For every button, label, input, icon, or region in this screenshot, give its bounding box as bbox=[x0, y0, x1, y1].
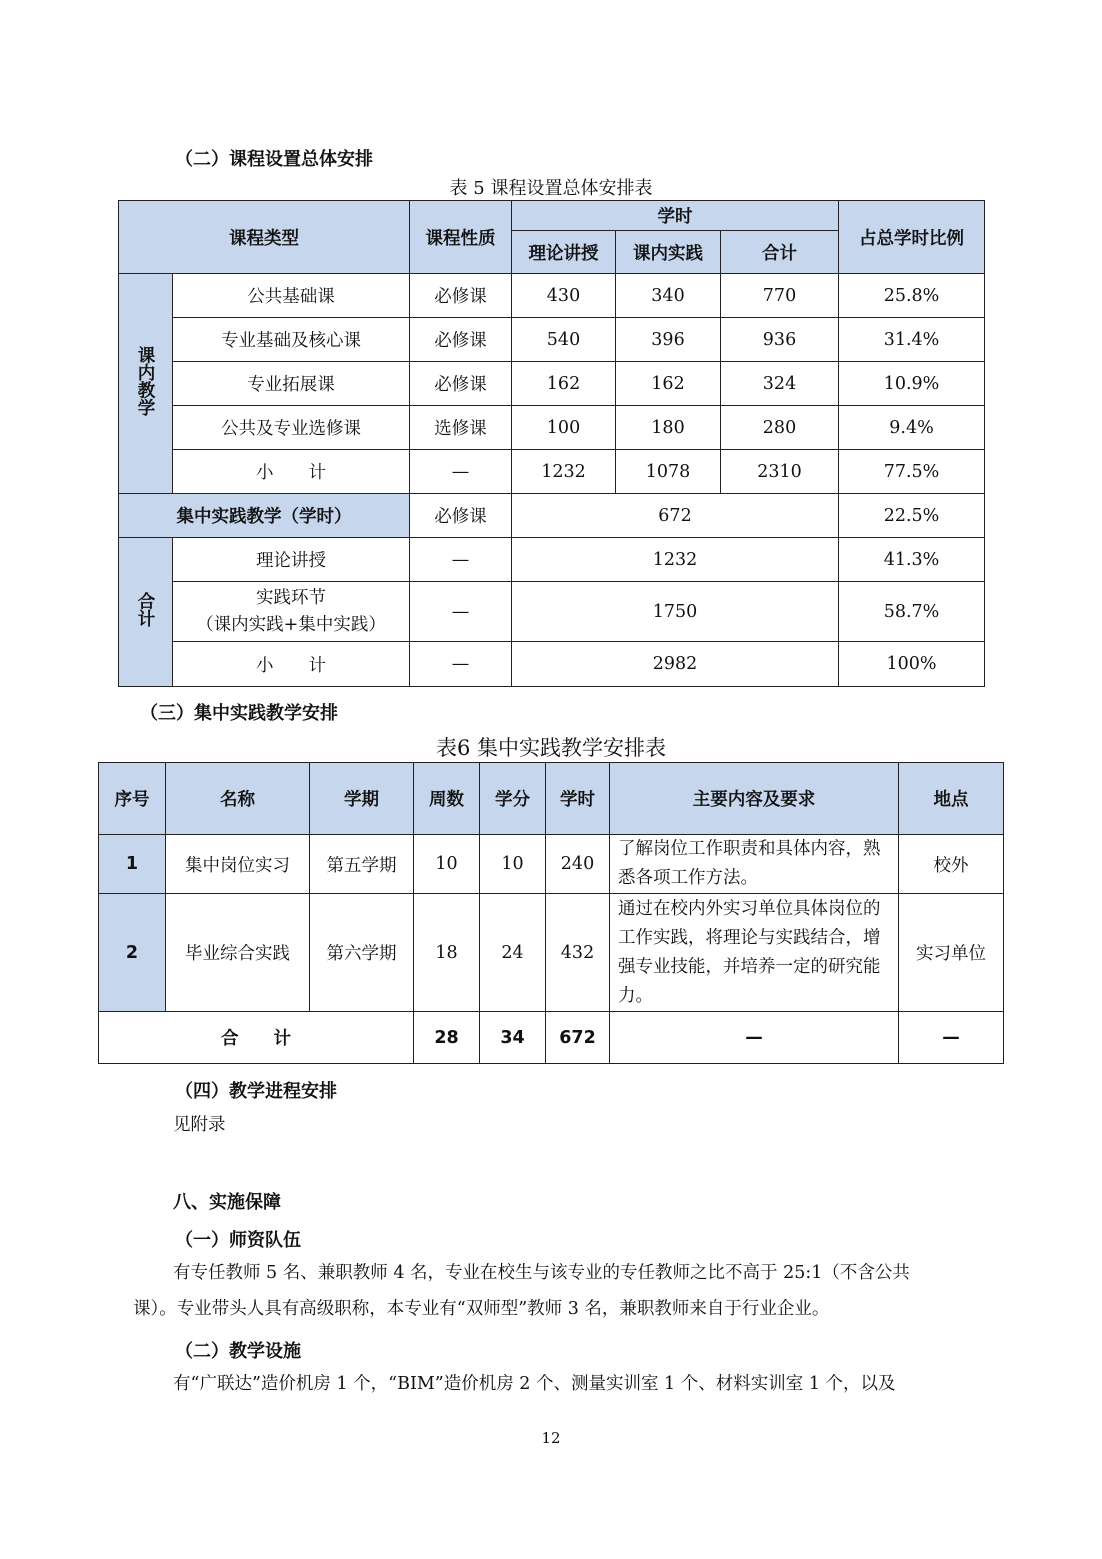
header-practice: 课内实践 bbox=[616, 231, 721, 274]
header-course-nature: 课程性质 bbox=[410, 201, 512, 274]
row-total: 936 bbox=[721, 318, 839, 362]
row-ratio: 10.9% bbox=[839, 362, 985, 406]
paragraph-line: 课）。专业带头人具有高级职称，本专业有“双师型”教师 3 名，兼职教师来自于行业企业。 bbox=[133, 1299, 830, 1319]
row-name: 实践环节 （课内实践+集中实践） bbox=[173, 582, 410, 642]
row-practice: 396 bbox=[616, 318, 721, 362]
row-ratio: 58.7% bbox=[839, 582, 985, 642]
row-practice: 340 bbox=[616, 274, 721, 318]
header-content: 主要内容及要求 bbox=[610, 763, 899, 835]
table-row bbox=[119, 582, 985, 642]
header-term: 学期 bbox=[310, 763, 414, 835]
row-nature: — bbox=[410, 582, 512, 642]
header-hours: 学时 bbox=[512, 201, 839, 231]
total-content: — bbox=[610, 1012, 899, 1064]
header-place: 地点 bbox=[899, 763, 1004, 835]
table5 bbox=[118, 200, 985, 687]
row-hours: 672 bbox=[512, 494, 839, 538]
header-name: 名称 bbox=[166, 763, 310, 835]
row-name: 小 计 bbox=[173, 450, 410, 494]
header-weeks: 周数 bbox=[414, 763, 480, 835]
row-hours: 240 bbox=[546, 835, 610, 894]
row-credits: 10 bbox=[480, 835, 546, 894]
row-ratio: 25.8% bbox=[839, 274, 985, 318]
header-credits: 学分 bbox=[480, 763, 546, 835]
section4-text: 见附录 bbox=[173, 1115, 226, 1135]
row-ratio: 77.5% bbox=[839, 450, 985, 494]
row-ratio: 41.3% bbox=[839, 538, 985, 582]
row-no: 2 bbox=[99, 894, 166, 1012]
row-name: 公共基础课 bbox=[173, 274, 410, 318]
section-heading-3: （三）集中实践教学安排 bbox=[140, 703, 338, 724]
row-name: 集中岗位实习 bbox=[166, 835, 310, 894]
header-no: 序号 bbox=[99, 763, 166, 835]
row-total: 770 bbox=[721, 274, 839, 318]
subsection-heading-2: （二）教学设施 bbox=[175, 1341, 301, 1362]
total-hours: 672 bbox=[546, 1012, 610, 1064]
row-total: 280 bbox=[721, 406, 839, 450]
header-ratio: 占总学时比例 bbox=[839, 201, 985, 274]
table-row bbox=[119, 362, 985, 406]
row-theory: 162 bbox=[512, 362, 616, 406]
row-nature: 必修课 bbox=[410, 318, 512, 362]
row-no: 1 bbox=[99, 835, 166, 894]
row-hours: 2982 bbox=[512, 642, 839, 687]
header-total: 合计 bbox=[721, 231, 839, 274]
row-name: 理论讲授 bbox=[173, 538, 410, 582]
row-name: 毕业综合实践 bbox=[166, 894, 310, 1012]
row-weeks: 18 bbox=[414, 894, 480, 1012]
row-theory: 430 bbox=[512, 274, 616, 318]
row-name: 专业拓展课 bbox=[173, 362, 410, 406]
table-row-subtotal bbox=[119, 642, 985, 687]
total-credits: 34 bbox=[480, 1012, 546, 1064]
row-term: 第六学期 bbox=[310, 894, 414, 1012]
table6 bbox=[98, 762, 1004, 1064]
row-nature: 必修课 bbox=[410, 362, 512, 406]
row-ratio: 100% bbox=[839, 642, 985, 687]
row-nature: 选修课 bbox=[410, 406, 512, 450]
row-ratio: 22.5% bbox=[839, 494, 985, 538]
row-nature: — bbox=[410, 450, 512, 494]
row-nature: 必修课 bbox=[410, 494, 512, 538]
table6-caption: 表6 集中实践教学安排表 bbox=[435, 736, 667, 760]
table-row bbox=[119, 274, 985, 318]
row-name: 专业基础及核心课 bbox=[173, 318, 410, 362]
row-hours: 432 bbox=[546, 894, 610, 1012]
subsection-heading-1: （一）师资队伍 bbox=[175, 1230, 301, 1251]
row-content: 通过在校内外实习单位具体岗位的工作实践，将理论与实践结合，增强专业技能，并培养一定的研究能力。 bbox=[610, 894, 899, 1012]
row-practice: 162 bbox=[616, 362, 721, 406]
group-label-total: 合计 bbox=[119, 538, 173, 687]
header-hours: 学时 bbox=[546, 763, 610, 835]
total-label: 合 计 bbox=[99, 1012, 414, 1064]
row-hours: 1232 bbox=[512, 538, 839, 582]
table-row bbox=[119, 318, 985, 362]
row-ratio: 9.4% bbox=[839, 406, 985, 450]
row-nature: — bbox=[410, 642, 512, 687]
table-row-concentrated bbox=[119, 494, 985, 538]
row-place: 校外 bbox=[899, 835, 1004, 894]
row-practice: 1078 bbox=[616, 450, 721, 494]
total-weeks: 28 bbox=[414, 1012, 480, 1064]
row-hours: 1750 bbox=[512, 582, 839, 642]
table-row bbox=[119, 406, 985, 450]
row-ratio: 31.4% bbox=[839, 318, 985, 362]
row-name: 小 计 bbox=[173, 642, 410, 687]
paragraph-line: 有专任教师 5 名、兼职教师 4 名，专业在校生与该专业的专任教师之比不高于 25:1（不含公共 bbox=[173, 1263, 910, 1283]
table-row bbox=[99, 835, 1004, 894]
table-row-subtotal bbox=[119, 450, 985, 494]
group-label-in-class: 课内教学 bbox=[119, 274, 173, 494]
table-row bbox=[99, 894, 1004, 1012]
table-row-total bbox=[99, 1012, 1004, 1064]
row-total: 324 bbox=[721, 362, 839, 406]
row-credits: 24 bbox=[480, 894, 546, 1012]
row-name: 公共及专业选修课 bbox=[173, 406, 410, 450]
row-practice: 180 bbox=[616, 406, 721, 450]
concentrated-label: 集中实践教学（学时） bbox=[119, 494, 410, 538]
page-number: 12 bbox=[541, 1429, 561, 1447]
row-content: 了解岗位工作职责和具体内容，熟悉各项工作方法。 bbox=[610, 835, 899, 894]
table5-caption: 表 5 课程设置总体安排表 bbox=[449, 178, 653, 199]
section-heading-2: （二）课程设置总体安排 bbox=[175, 149, 373, 170]
table-row bbox=[119, 538, 985, 582]
row-nature: — bbox=[410, 538, 512, 582]
chapter-heading-8: 八、实施保障 bbox=[173, 1192, 281, 1213]
header-course-type: 课程类型 bbox=[119, 201, 410, 274]
row-nature: 必修课 bbox=[410, 274, 512, 318]
paragraph-line: 有“广联达”造价机房 1 个，“BIM”造价机房 2 个、测量实训室 1 个、材料实训室 1 个，以及 bbox=[173, 1374, 896, 1394]
row-weeks: 10 bbox=[414, 835, 480, 894]
row-place: 实习单位 bbox=[899, 894, 1004, 1012]
row-term: 第五学期 bbox=[310, 835, 414, 894]
section-heading-4: （四）教学进程安排 bbox=[175, 1081, 337, 1102]
row-total: 2310 bbox=[721, 450, 839, 494]
row-theory: 100 bbox=[512, 406, 616, 450]
row-theory: 540 bbox=[512, 318, 616, 362]
total-place: — bbox=[899, 1012, 1004, 1064]
header-theory: 理论讲授 bbox=[512, 231, 616, 274]
row-theory: 1232 bbox=[512, 450, 616, 494]
